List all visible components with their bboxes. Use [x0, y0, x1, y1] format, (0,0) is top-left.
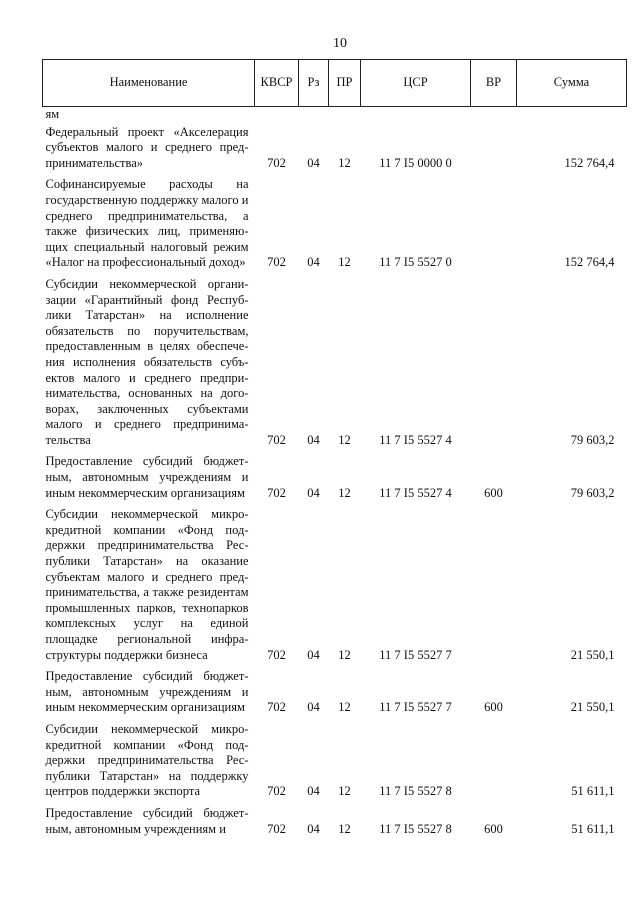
row-name: Субсидии некоммерческой микрокредитной компании «Фонд поддержки предпринимательства Республики Татарстан» на поддержку центров поддержки экспорта: [45, 721, 249, 799]
table-row: [43, 171, 627, 271]
header-rz: Рз: [299, 60, 329, 107]
row-sum: 51 611,1: [571, 821, 615, 836]
row-name: ям: [45, 107, 60, 121]
page-number: 10: [333, 36, 347, 51]
row-vr: 600: [484, 821, 503, 836]
row-rz: 04: [307, 432, 320, 447]
row-kvsr: 702: [267, 821, 286, 836]
header-vr: ВР: [471, 60, 517, 107]
row-name: Предоставление субсидий бюджетным, автономным учреждениям и иным некоммерческим организациям: [45, 454, 249, 500]
row-kvsr: 702: [267, 647, 286, 662]
row-pr: 12: [338, 700, 351, 715]
row-rz: 04: [307, 700, 320, 715]
row-vr: [471, 123, 517, 172]
row-vr: [471, 171, 517, 271]
row-name: Предоставление субсидий бюджетным, автономным учреждениям и иным некоммерческим организациям: [45, 669, 249, 715]
row-rz: 04: [307, 647, 320, 662]
row-kvsr: 702: [267, 784, 286, 799]
header-sum: Сумма: [517, 60, 627, 107]
row-rz: 04: [307, 485, 320, 500]
row-rz: 04: [307, 255, 320, 270]
row-sum: 152 764,4: [564, 155, 615, 170]
row-pr: 12: [338, 155, 351, 170]
table-row: [43, 663, 627, 716]
table-row: [43, 501, 627, 663]
row-kvsr: 702: [267, 700, 286, 715]
row-sum: 152 764,4: [564, 255, 615, 270]
row-vr: [471, 716, 517, 800]
row-pr: 12: [338, 432, 351, 447]
row-pr: 12: [338, 647, 351, 662]
row-kvsr: 702: [267, 485, 286, 500]
row-kvsr: 702: [267, 432, 286, 447]
row-sum: 21 550,1: [570, 700, 615, 715]
row-rz: 04: [307, 821, 320, 836]
header-name: Наименование: [43, 60, 255, 107]
row-sum: 79 603,2: [570, 485, 615, 500]
row-csr: 11 7 I5 5527 8: [379, 821, 452, 836]
row-name: Федеральный проект «Акселерация субъектов малого и среднего предпринимательства»: [45, 124, 249, 170]
row-vr: 600: [484, 485, 503, 500]
row-name: Предоставление субсидий бюджетным, автономным учреждениям и: [45, 805, 249, 836]
row-csr: 11 7 I5 0000 0: [379, 155, 452, 170]
row-sum: 79 603,2: [570, 432, 615, 447]
row-kvsr: 702: [267, 255, 286, 270]
row-rz: 04: [307, 784, 320, 799]
row-name: Субсидии некоммерческой микрокредитной компании «Фонд поддержки предпринимательства Республики Татарстан» на оказание субъектам малого и среднего предпринимательства, а также резидентам промышленных парков, технопарков комплексных услуг на единой площадке региональной инфраструктуры поддержки бизнеса: [45, 507, 249, 662]
row-csr: 11 7 I5 5527 7: [379, 647, 452, 662]
table-row-continuation: [43, 107, 627, 123]
table-row: [43, 271, 627, 449]
row-name: Субсидии некоммерческой организации «Гарантийный фонд Республики Татарстан» на исполнение обязательств по поручительствам, предоставленным в целях обеспечения исполнения обязательств субъектов малого и среднего предпринимательства, основанных на договорах, заключенных субъектами малого и среднего предпринимательства: [45, 276, 249, 447]
row-vr: [471, 271, 517, 449]
row-csr: 11 7 I5 5527 7: [379, 700, 452, 715]
table-row: [43, 800, 627, 837]
row-csr: 11 7 I5 5527 8: [379, 784, 452, 799]
table-row: [43, 123, 627, 172]
row-sum: 51 611,1: [571, 784, 615, 799]
row-pr: 12: [338, 821, 351, 836]
row-pr: 12: [338, 485, 351, 500]
row-pr: 12: [338, 255, 351, 270]
budget-table: [42, 59, 627, 837]
header-csr: ЦСР: [361, 60, 471, 107]
row-csr: 11 7 I5 5527 0: [379, 255, 452, 270]
table-header-row: [43, 60, 627, 107]
row-pr: 12: [338, 784, 351, 799]
table-row: [43, 448, 627, 501]
row-csr: 11 7 I5 5527 4: [379, 485, 452, 500]
row-name: Софинансируемые расходы на государственную поддержку малого и среднего предпринимательства, а также физических лиц, применяющих специальный налоговый режим «Налог на профессиональный доход»: [45, 177, 249, 270]
row-sum: 21 550,1: [570, 647, 615, 662]
table-row: [43, 716, 627, 800]
row-vr: 600: [484, 700, 503, 715]
row-csr: 11 7 I5 5527 4: [379, 432, 452, 447]
row-kvsr: 702: [267, 155, 286, 170]
header-pr: ПР: [329, 60, 361, 107]
row-vr: [471, 501, 517, 663]
header-kvsr: КВСР: [255, 60, 299, 107]
row-rz: 04: [307, 155, 320, 170]
